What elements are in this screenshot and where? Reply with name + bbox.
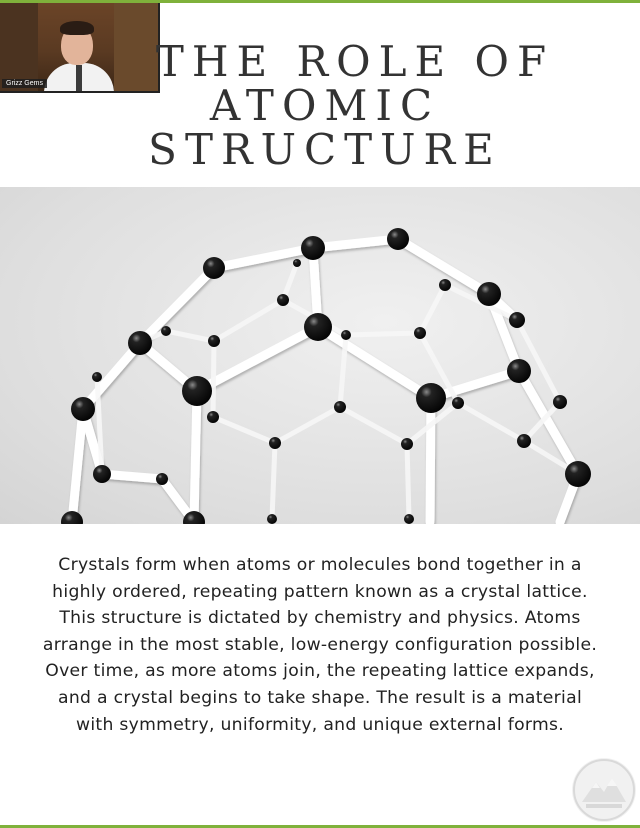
- presenter-name-tag: Grizz Gems: [2, 79, 47, 88]
- slide-body-text: Crystals form when atoms or molecules bond together in a highly ordered, repeating pattern known as a crystal lattice. This structure is dictated by chemistry and physics. Atoms arrange in the most stable, low-energy configuration possible. Over time, as more atoms join, the repeating lattice expands, and a crystal begins to take shape. The result is a material with symmetry, uniformity, and unique external forms.: [42, 555, 598, 735]
- bond-rods: [72, 239, 578, 522]
- molecule-model-photo: [0, 187, 640, 524]
- webcam-background-left: [0, 3, 38, 91]
- title-line-1: THE ROLE OF: [155, 37, 555, 86]
- molecular-lattice-illustration: [0, 187, 640, 524]
- slide-title: [40, 37, 610, 174]
- back-bond-rods: [97, 263, 578, 519]
- mountain-logo-icon: [572, 758, 636, 822]
- presenter-hair: [60, 21, 94, 35]
- title-line-2: ATOMIC STRUCTURE: [148, 81, 502, 174]
- watermark-graphic: [572, 758, 636, 822]
